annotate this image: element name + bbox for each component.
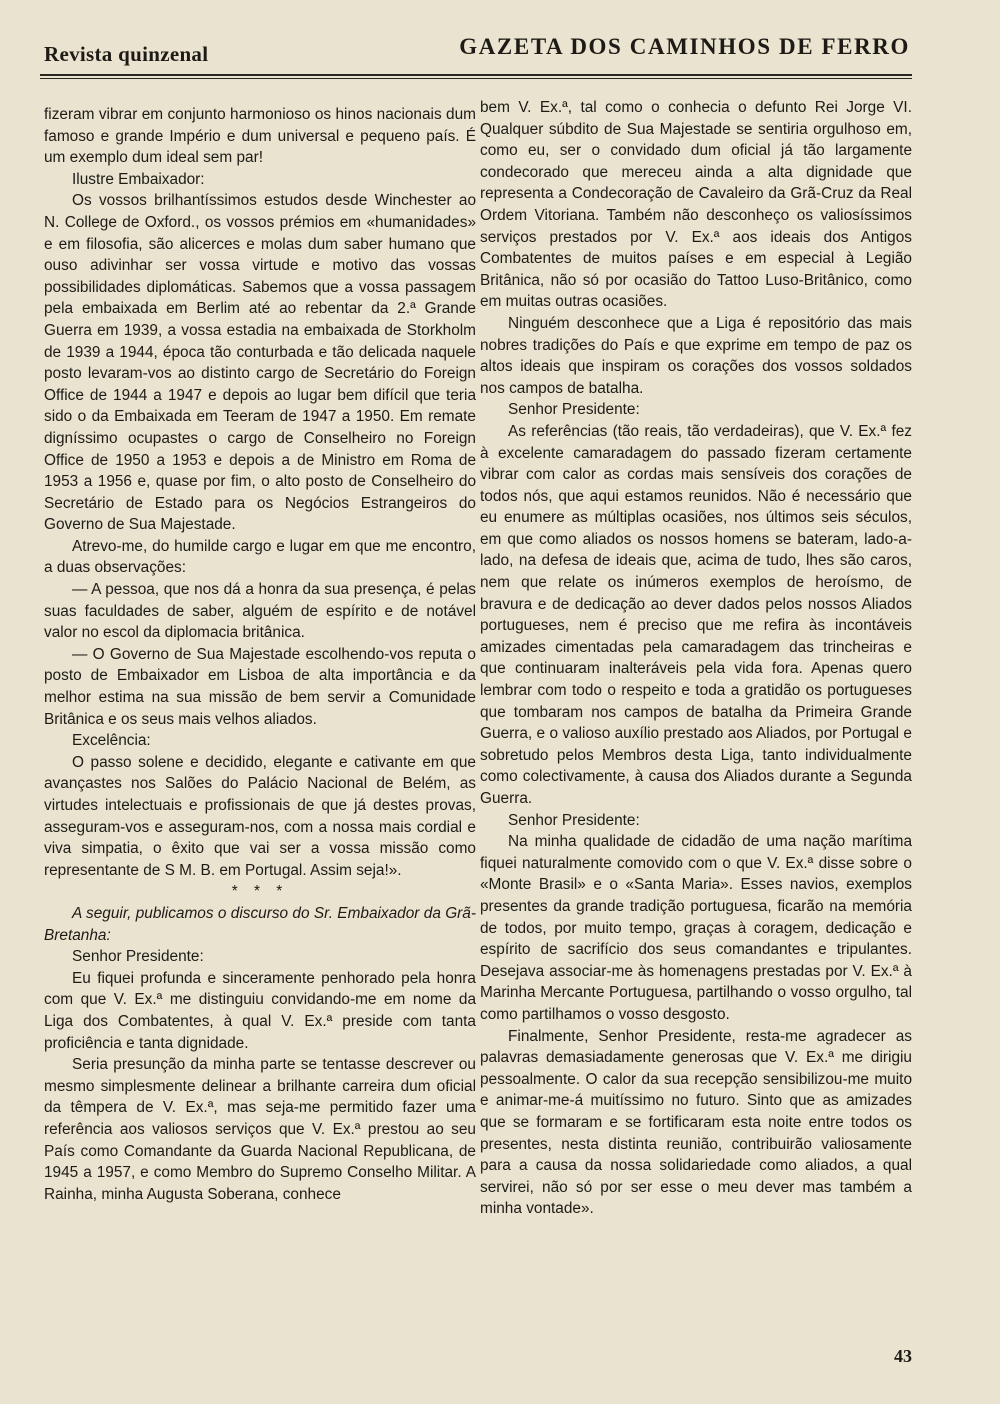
paragraph: — O Governo de Sua Majestade escolhendo-vos reputa o posto de Embaixador em Lisboa de alta importância e da melhor estima na sua missão de bem servir a Comunidade Britânica e os seus mais velhos aliados. [44, 645, 476, 728]
paragraph: Os vossos brilhantíssimos estudos desde Winchester ao N. College de Oxford., os vossos prémios em «humanidades» e em filosofia, são alicerces e molas dum saber humano que ouso adivinhar ser vossa virtude e motivo das vossas possibilidades diplomáticas. Sabemos que a vossa passagem pela embaixada em Berlim até ao rebentar da 2.ª Grande Guerra em 1939, a vossa estadia na embaixada de Storkholm de 1939 a 1944, época tão conturbada e tão delicada naquele posto levaram-vos ao distinto cargo de Secretário do Foreign Office de 1944 a 1947 e depois ao lugar bem difícil que teria sido o da Embaixada em Teeram de 1947 a 1950. Em remate digníssimo ocupastes o cargo de Conselheiro no Foreign Office de 1950 a 1953 e depois a de Ministro em Roma de 1953 a 1956 e, quase por fim, o alto posto de Conselheiro do Secretário de Estado para os Negócios Estrangeiros do Governo de Sua Majestade. [44, 192, 476, 534]
running-header-title: GAZETA DOS CAMINHOS DE FERRO [459, 34, 910, 59]
salutation-excellency: Excelência: [72, 732, 151, 750]
salutation-president: Senhor Presidente: [508, 401, 640, 419]
salutation-president: Senhor Presidente: [72, 948, 204, 966]
running-header-left: Revista quinzenal [44, 42, 209, 66]
paragraph-continuation: fizeram vibrar em conjunto harmonioso os hinos nacionais dum famoso e grande Império e dum universal e pequeno país. É um exemplo dum ideal sem par! [44, 106, 476, 167]
paragraph-continuation: bem V. Ex.ª, tal como o conhecia o defunto Rei Jorge VI. Qualquer súbdito de Sua Majestade se sentiria orgulhoso em, como eu, ser o convidado dum oficial já tão largamente condecorado que mereceu ainda a alta dignidade que representa a Condecoração de Cavaleiro da Grã-Cruz da Real Ordem Vitoriana. Também não desconheço os valiosíssimos serviços prestados por V. Ex.ª aos ideais dos Antigos Combatentes de muitos países e em especial à Legião Britânica, não só por ocasião do Tattoo Luso-Britânico, como em muitas outras ocasiões. [480, 99, 912, 311]
paragraph: O passo solene e decidido, elegante e cativante em que avançastes nos Salões do Palácio Nacional de Belém, as virtudes intelectuais e profissionais de que já destes provas, asseguram-vos e asseguram-nos, com a nossa mais cordial e viva simpatia, o êxito que vai ser a vossa missão como representante de S M. B. em Portugal. Assim seja!». [44, 753, 476, 879]
left-column [44, 104, 476, 1205]
page-number: 43 [894, 1346, 912, 1366]
section-separator: * * * [231, 883, 289, 901]
paragraph: Finalmente, Senhor Presidente, resta-me agradecer as palavras demasiadamente generosas que V. Ex.ª me dirigiu pessoalmente. O calor da sua recepção sensibilizou-me muito e animar-me-á muitíssimo no futuro. Sinto que as amizades que se formaram e se fortificaram esta noite entre todos os presentes, nesta distinta reunião, contribuirão valiosamente para a causa da nossa solidariedade como aliados, a qual servirei, não só por ser esse o meu dever mas também a minha vontade». [480, 1027, 912, 1218]
paragraph: As referências (tão reais, tão verdadeiras), que V. Ex.ª fez à excelente camaradagem do passado fizeram certamente vibrar com calor as cordas mais sensíveis dos corações de todos nós, que aqui estamos reunidos. Não é necessário que eu enumere as múltiplas ocasiões, nos últimos seis séculos, em que como aliados os nossos homens se bateram, lado-a-lado, na defesa de ideais que, acima de tudo, lhes são caros, nem que relate os inúmeros exemplos de heroísmo, de bravura e de dedicação ao dever dados pelos nossos Aliados portugueses, nem é preciso que me refira às incontáveis amizades cimentadas pela camaradagem das trincheiras e que continuaram inalteráveis pela vida fora. Apenas quero lembrar com todo o respeito e toda a gratidão os portugueses que tombaram nos campos de batalha da Primeira Grande Guerra, e o valioso auxílio prestado aos Aliados, por Portugal e sobretudo pelos Membros desta Liga, tanto individualmente como colectivamente, à causa dos Aliados durante a Segunda Guerra. [480, 422, 912, 807]
paragraph: Seria presunção da minha parte se tentasse descrever ou mesmo simplesmente delinear a brilhante carreira dum oficial da têmpera de V. Ex.ª, mas seja-me permitido fazer uma referência aos valiosos serviços que V. Ex.ª prestou ao seu País como Comandante da Guarda Nacional Republicana, de 1945 a 1957, e como Membro do Supremo Conselho Militar. A Rainha, minha Augusta Soberana, conhece [44, 1056, 476, 1203]
paragraph: Ninguém desconhece que a Liga é repositório das mais nobres tradições do País e que exprime em tempo de paz os altos ideais que inspiram os corações dos vossos soldados nos campos de batalha. [480, 314, 912, 397]
paragraph: Eu fiquei profunda e sinceramente penhorado pela honra com que V. Ex.ª me distinguiu convidando-me em nome da Liga dos Combatentes, à qual V. Ex.ª preside com tanta proficiência e tanta dignidade. [44, 969, 476, 1052]
paragraph: — A pessoa, que nos dá a honra da sua presença, é pelas suas faculdades de saber, alguém de espírito e de notável valor no escol da diplomacia britânica. [44, 581, 476, 642]
salutation-ambassador: Ilustre Embaixador: [72, 170, 205, 188]
speech-introduction: A seguir, publicamos o discurso do Sr. Embaixador da Grã-Bretanha: [44, 904, 476, 944]
right-column [480, 97, 912, 1220]
salutation-president: Senhor Presidente: [508, 811, 640, 829]
header-rule [40, 74, 912, 79]
paragraph: Atrevo-me, do humilde cargo e lugar em que me encontro, a duas observações: [44, 537, 476, 577]
paragraph: Na minha qualidade de cidadão de uma nação marítima fiquei naturalmente comovido com o que V. Ex.ª disse sobre o «Monte Brasil» e o «Santa Maria». Esses navios, exemplos presentes da grande tradição portuguesa, ficarão na memória de todos, por muito tempo, graças à coragem, dedicação e espírito de sacrifício dos seus comandantes e tripulantes. Desejava associar-me às homenagens prestadas por V. Ex.ª à Marinha Mercante Portuguesa, partilhando o vosso orgulho, tal como partilhamos o vosso desgosto. [480, 833, 912, 1023]
